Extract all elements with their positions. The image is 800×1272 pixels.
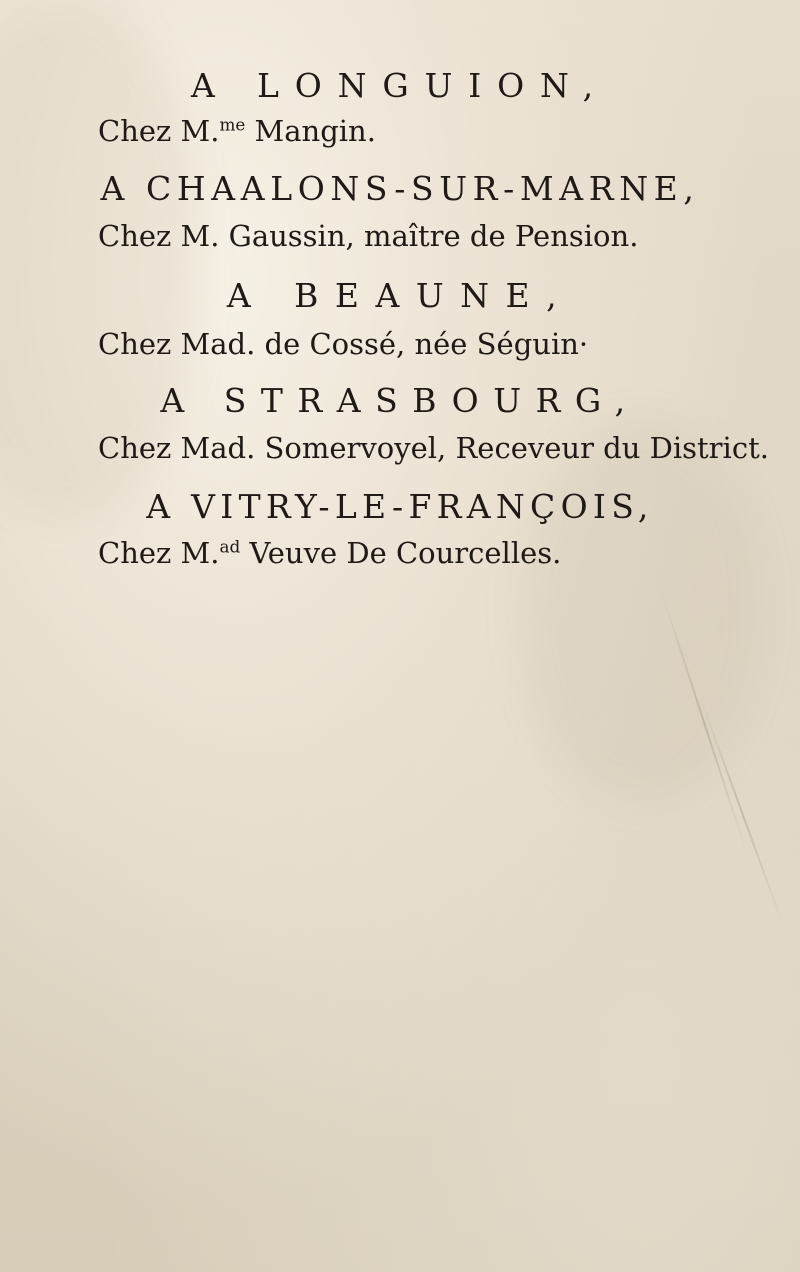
address-line-beaune: Chez Mad. de Cossé, née Séguin· xyxy=(98,327,589,361)
location-heading-vitry: A VITRY-LE-FRANÇOIS, xyxy=(146,487,654,526)
location-heading-chaalons: A CHAALONS-SUR-MARNE, xyxy=(100,169,700,208)
location-heading-longuion: A LONGUION, xyxy=(191,66,609,105)
location-heading-beaune: A BEAUNE, xyxy=(226,276,574,315)
address-suffix: Veuve De Courcelles. xyxy=(240,536,562,570)
address-prefix: Chez M. xyxy=(98,114,220,148)
address-line-strasbourg: Chez Mad. Somervoyel, Receveur du District. xyxy=(98,431,769,465)
location-heading-strasbourg: A STRASBOURG, xyxy=(160,381,640,420)
address-prefix: Chez M. xyxy=(98,536,220,570)
address-line-vitry xyxy=(98,535,561,571)
address-superscript: me xyxy=(219,114,246,135)
address-line-longuion xyxy=(98,113,376,149)
address-superscript: ad xyxy=(219,536,241,557)
page-crease xyxy=(700,699,784,925)
paper-stain xyxy=(520,420,760,800)
address-line-chaalons: Chez M. Gaussin, maître de Pension. xyxy=(98,219,639,253)
address-suffix: Mangin. xyxy=(245,114,376,148)
